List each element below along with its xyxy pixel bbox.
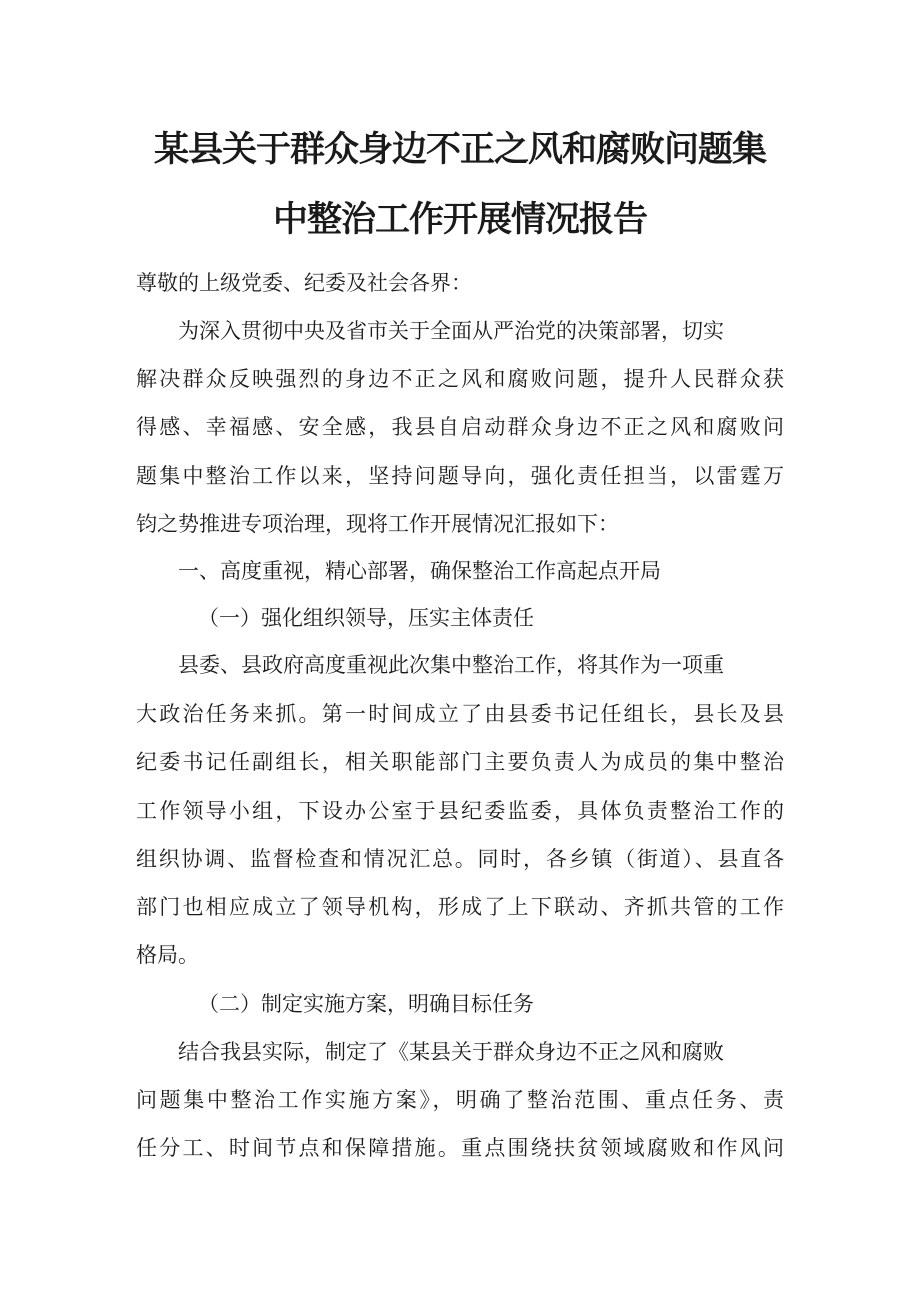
intro-line: 题集中整治工作以来，坚持问题导向，强化责任担当，以雷霆万 — [136, 464, 784, 488]
intro-line: 得感、幸福感、安全感，我县自启动群众身边不正之风和腐败问 — [136, 415, 784, 439]
subsection-2-heading: （二）制定实施方案，明确目标任务 — [198, 992, 534, 1016]
subsection-1-line: 县委、县政府高度重视此次集中整治工作，将其作为一项重 — [178, 653, 724, 677]
subsection-1-line: 大政治任务来抓。第一时间成立了由县委书记任组长，县长及县 — [136, 702, 784, 726]
document-title-line-2: 中整治工作开展情况报告 — [272, 200, 647, 240]
intro-line: 为深入贯彻中央及省市关于全面从严治党的决策部署，切实 — [178, 319, 724, 343]
subsection-1-line: 工作领导小组，下设办公室于县纪委监委，具体负责整治工作的 — [136, 799, 784, 823]
intro-line: 解决群众反映强烈的身边不正之风和腐败问题，提升人民群众获 — [136, 367, 784, 391]
intro-line: 钧之势推进专项治理，现将工作开展情况汇报如下： — [136, 512, 619, 536]
subsection-1-line: 部门也相应成立了领导机构，形成了上下联动、齐抓共管的工作 — [136, 895, 784, 919]
subsection-1-heading: （一）强化组织领导，压实主体责任 — [198, 606, 534, 630]
subsection-2-line: 任分工、时间节点和保障措施。重点围绕扶贫领域腐败和作风问 — [136, 1136, 784, 1160]
subsection-2-line: 问题集中整治工作实施方案》，明确了整治范围、重点任务、责 — [136, 1088, 784, 1112]
subsection-2-line: 结合我县实际，制定了《某县关于群众身边不正之风和腐败 — [178, 1040, 724, 1064]
subsection-1-line: 纪委书记任副组长，相关职能部门主要负责人为成员的集中整治 — [136, 750, 784, 774]
salutation: 尊敬的上级党委、纪委及社会各界： — [136, 271, 472, 295]
subsection-1-line: 组织协调、监督检查和情况汇总。同时，各乡镇（街道）、县直各 — [136, 847, 784, 871]
document-title-line-1: 某县关于群众身边不正之风和腐败问题集 — [153, 130, 766, 170]
subsection-1-line: 格局。 — [136, 943, 199, 967]
section-1-heading: 一、高度重视，精心部署，确保整治工作高起点开局 — [178, 559, 661, 583]
